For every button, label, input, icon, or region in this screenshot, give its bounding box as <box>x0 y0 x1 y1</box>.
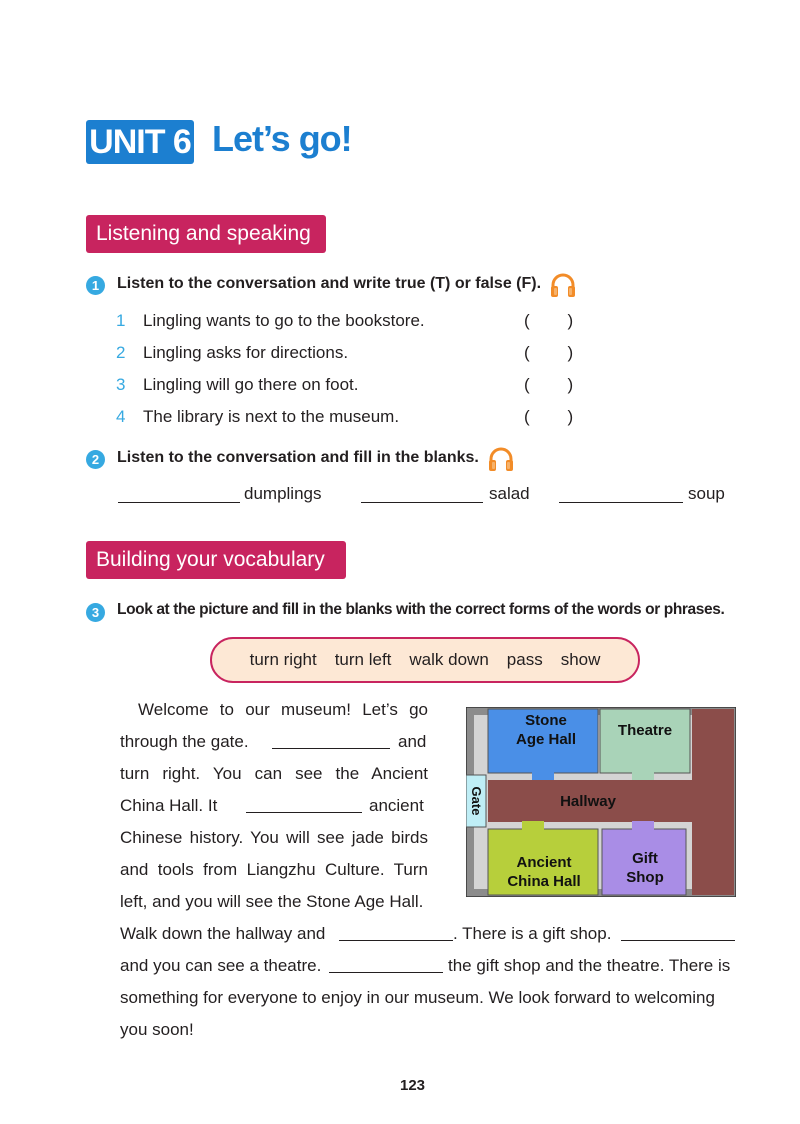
headphones-icon[interactable] <box>487 446 515 477</box>
passage-line: and tools from Liangzhu Culture. Turn <box>120 860 428 879</box>
word-bank-item: turn left <box>334 650 392 669</box>
exercise-number-1: 1 <box>86 276 105 295</box>
blank-line[interactable] <box>621 940 735 941</box>
door-theatre <box>632 769 654 781</box>
answer-parentheses[interactable]: ( ) <box>524 343 574 362</box>
word-bank-item: show <box>560 650 601 669</box>
exercise-number-2: 2 <box>86 450 105 469</box>
passage-line: you soon! <box>120 1020 194 1039</box>
label-stone-age-2: Age Hall <box>515 731 577 748</box>
item-number: 3 <box>116 375 126 394</box>
statement-text: Lingling asks for directions. <box>143 343 349 362</box>
blank-line[interactable] <box>272 748 390 749</box>
item-number: 2 <box>116 343 126 362</box>
exercise-3-instruction: Look at the picture and fill in the blanks with the correct forms of the words or phrases. <box>117 601 725 618</box>
label-gift-2: Shop <box>626 869 664 886</box>
room-hallway-east <box>692 709 734 895</box>
label-gate: Gate <box>469 786 484 816</box>
passage-line: and <box>398 732 427 751</box>
passage-line: turn right. You can see the Ancient <box>120 764 428 783</box>
word-bank-item: walk down <box>409 650 489 669</box>
blank-line[interactable] <box>361 502 483 503</box>
blank-line[interactable] <box>246 812 362 813</box>
statement-text: Lingling wants to go to the bookstore. <box>143 311 425 330</box>
answer-parentheses[interactable]: ( ) <box>524 407 574 426</box>
item-number: 1 <box>116 311 126 330</box>
blank-word: soup <box>688 484 725 503</box>
word-bank-item: turn right <box>249 650 317 669</box>
passage-line: Chinese history. You will see jade birds <box>120 828 428 847</box>
exercise-2-instruction: Listen to the conversation and fill in the blanks. <box>117 449 479 466</box>
statement-text: The library is next to the museum. <box>143 407 400 426</box>
blank-word: salad <box>489 484 530 503</box>
blank-line[interactable] <box>329 972 443 973</box>
label-ancient-2: China Hall <box>507 873 581 890</box>
passage-line: ancient <box>369 796 424 815</box>
label-stone-age-1: Stone <box>525 712 567 729</box>
door-stone-age <box>532 769 554 781</box>
passage-line: through the gate. <box>120 732 249 751</box>
headphones-icon[interactable] <box>549 272 577 303</box>
label-ancient-1: Ancient <box>516 854 572 871</box>
museum-map <box>466 707 736 897</box>
blank-word: dumplings <box>244 484 322 503</box>
passage-line: Walk down the hallway and <box>120 924 326 943</box>
answer-parentheses[interactable]: ( ) <box>524 311 574 330</box>
blank-line[interactable] <box>118 502 240 503</box>
exercise-1-instruction: Listen to the conversation and write true (T) or false (F). <box>117 275 542 292</box>
label-gift-1: Gift <box>632 850 658 867</box>
door-ancient <box>522 821 544 831</box>
blank-line[interactable] <box>559 502 683 503</box>
word-bank <box>210 637 640 683</box>
answer-parentheses[interactable]: ( ) <box>524 375 574 394</box>
door-gift <box>632 821 654 831</box>
passage-line: the gift shop and the theatre. There is <box>448 956 731 975</box>
unit-badge: UNIT 6 <box>86 120 194 164</box>
passage-line: China Hall. It <box>120 796 218 815</box>
passage-line: and you can see a theatre. <box>120 956 322 975</box>
page-number: 123 <box>400 1077 426 1094</box>
statement-text: Lingling will go there on foot. <box>143 375 359 394</box>
room-theatre <box>600 709 690 773</box>
exercise-number-3: 3 <box>86 603 105 622</box>
label-theatre: Theatre <box>617 722 673 739</box>
passage-line: Welcome to our museum! Let’s go <box>138 700 428 719</box>
label-hallway: Hallway <box>560 793 616 810</box>
passage-line: . There is a gift shop. <box>453 924 612 943</box>
passage-line: left, and you will see the Stone Age Hall. <box>120 892 424 911</box>
blank-line[interactable] <box>339 940 453 941</box>
item-number: 4 <box>116 407 126 426</box>
unit-title: Let’s go! <box>212 118 352 159</box>
passage-line: something for everyone to enjoy in our museum. We look forward to welcoming <box>120 988 715 1007</box>
section-header-listening: Listening and speaking <box>86 215 326 253</box>
word-bank-item: pass <box>506 650 543 669</box>
section-header-vocabulary: Building your vocabulary <box>86 541 346 579</box>
